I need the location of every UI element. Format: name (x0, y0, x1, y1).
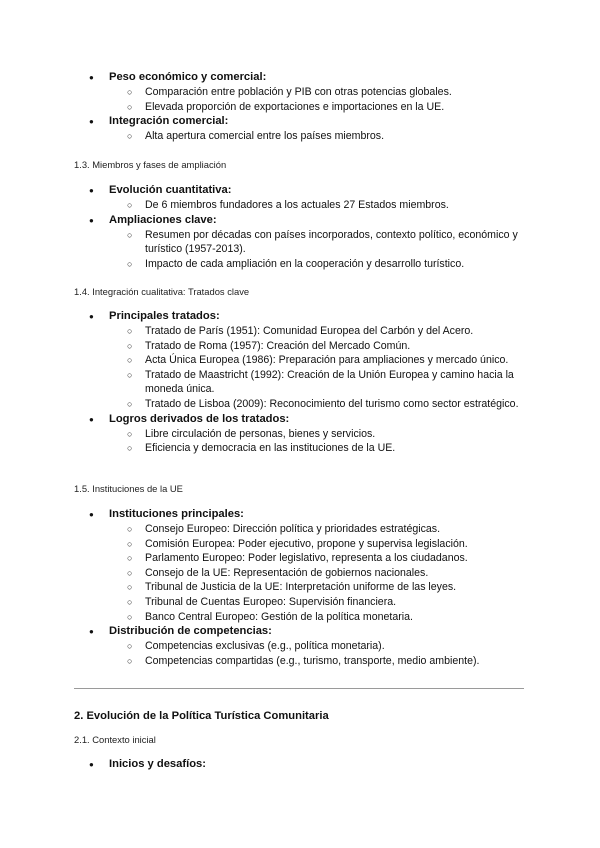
section-1-5 (0, 482, 600, 495)
list-item: ○ Parlamento Europeo: Poder legislativo, representa a los ciudadanos. (0, 551, 600, 566)
list-item: ○ Acta Única Europea (1986): Preparación para ampliaciones y mercado único. (0, 353, 600, 368)
list-item: ○ Competencias exclusivas (e.g., política monetaria). (0, 639, 600, 654)
section-2-1-list (0, 757, 600, 772)
section-divider (74, 688, 524, 689)
list-item: ○ Impacto de cada ampliación en la cooperación y desarrollo turístico. (0, 257, 600, 272)
section-heading: 1.3. Miembros y fases de ampliación (74, 159, 227, 170)
list-item: ○ Banco Central Europeo: Gestión de la política monetaria. (0, 610, 600, 625)
section-1-2 (0, 70, 600, 144)
bullet-label: ● Ampliaciones clave: (0, 213, 600, 228)
section-1-5-list (0, 507, 600, 668)
bullet-label: ● Peso económico y comercial: (0, 70, 600, 85)
list-item: ○ Tratado de Lisboa (2009): Reconocimiento del turismo como sector estratégico. (0, 397, 600, 412)
bullet-label: ● Principales tratados: (0, 309, 600, 324)
bullet-label: ● Integración comercial: (0, 114, 600, 129)
list-item: ○ Tribunal de Justicia de la UE: Interpretación uniforme de las leyes. (0, 580, 600, 595)
list-item: ○ Tratado de París (1951): Comunidad Europea del Carbón y del Acero. (0, 324, 600, 339)
list-item: ○ Consejo de la UE: Representación de gobiernos nacionales. (0, 566, 600, 581)
list-item: ○ Consejo Europeo: Dirección política y prioridades estratégicas. (0, 522, 600, 537)
bullet-label: ● Logros derivados de los tratados: (0, 412, 600, 427)
list-item: ○ Eficiencia y democracia en las instituciones de la UE. (0, 441, 600, 456)
list-item: ○ Tribunal de Cuentas Europeo: Supervisión financiera. (0, 595, 600, 610)
section-1-3-list (0, 183, 600, 271)
section-heading: 1.4. Integración cualitativa: Tratados clave (74, 286, 250, 297)
section-2-1 (0, 733, 600, 746)
section-1-3 (0, 158, 600, 171)
section-2 (0, 709, 600, 724)
list-item: ○ Tratado de Maastricht (1992): Creación de la Unión Europea y camino hacia la moneda única. (0, 368, 600, 397)
list-item: ○ Comparación entre población y PIB con otras potencias globales. (0, 85, 600, 100)
list-item: ○ Resumen por décadas con países incorporados, contexto político, económico y turístico (1957-2013). (0, 228, 600, 257)
bullet-label: ● Distribución de competencias: (0, 624, 600, 639)
list-item: ○ Alta apertura comercial entre los países miembros. (0, 129, 600, 144)
list-item: ○ Competencias compartidas (e.g., turismo, transporte, medio ambiente). (0, 654, 600, 669)
section-1-4 (0, 285, 600, 298)
section-1-4-list (0, 309, 600, 456)
list-item: ○ Comisión Europea: Poder ejecutivo, propone y supervisa legislación. (0, 537, 600, 552)
bullet-label: ● Instituciones principales: (0, 507, 600, 522)
section-heading: 2.1. Contexto inicial (74, 734, 156, 745)
section-heading: 1.5. Instituciones de la UE (74, 483, 183, 494)
bullet-label: ● Inicios y desafíos: (0, 757, 600, 772)
list-item: ○ Elevada proporción de exportaciones e importaciones en la UE. (0, 100, 600, 115)
chapter-heading: 2. Evolución de la Política Turística Comunitaria (74, 710, 329, 722)
bullet-label: ● Evolución cuantitativa: (0, 183, 600, 198)
list-item: ○ De 6 miembros fundadores a los actuales 27 Estados miembros. (0, 198, 600, 213)
list-item: ○ Tratado de Roma (1957): Creación del Mercado Común. (0, 339, 600, 354)
list-item: ○ Libre circulación de personas, bienes y servicios. (0, 427, 600, 442)
